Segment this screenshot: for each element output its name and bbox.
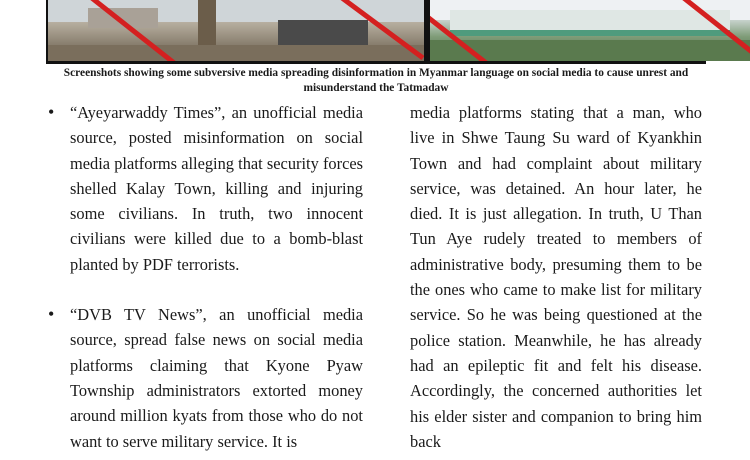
- figure-caption: Screenshots showing some subversive media spreading disinformation in Myanmar language on social media to cause unrest and misunderstand the Tatmadaw: [63, 67, 689, 94]
- bullet-paragraph-dvb: [48, 302, 363, 454]
- continued-paragraph: media platforms stating that a man, who live in Shwe Taung Su ward of Kyankhin Town and had complaint about military service, was detained. An hour later, he died. It is just allegation. In truth, U Than Tun Aye rudely treated to members of administrative body, presuming them to be the ones who came to make list for military service. So he was being questioned at the police station. Meanwhile, he has already had an epileptic fit and felt his disease. Accordingly, the concerned authorities let his elder sister and companion to bring him back: [410, 103, 702, 451]
- right-column: [410, 100, 702, 454]
- paragraph-text: “DVB TV News”, an unofficial media source, spread false news on social media platforms claiming that Kyone Pyaw Township administrators extorted money around million kyats from those who do not want to serve military service. It is: [70, 305, 363, 451]
- bullet-icon: •: [48, 102, 55, 122]
- screenshot-image-left: [48, 0, 424, 61]
- bullet-paragraph-ayeyarwaddy: [48, 100, 363, 277]
- screenshot-image-right: [430, 0, 750, 61]
- left-column: [48, 100, 363, 454]
- crossed-out-image-left: [48, 0, 424, 61]
- paragraph-text: “Ayeyarwaddy Times”, an unofficial media source, posted misinformation on social media platforms alleging that security forces shelled Kalay Town, killing and injuring some civilians. In truth, two innocent civilians were killed due to a bomb-blast planted by PDF terrorists.: [70, 103, 363, 274]
- screenshot-strip: [46, 0, 706, 64]
- crossed-out-image-right: [430, 0, 750, 61]
- bullet-icon: •: [48, 304, 55, 325]
